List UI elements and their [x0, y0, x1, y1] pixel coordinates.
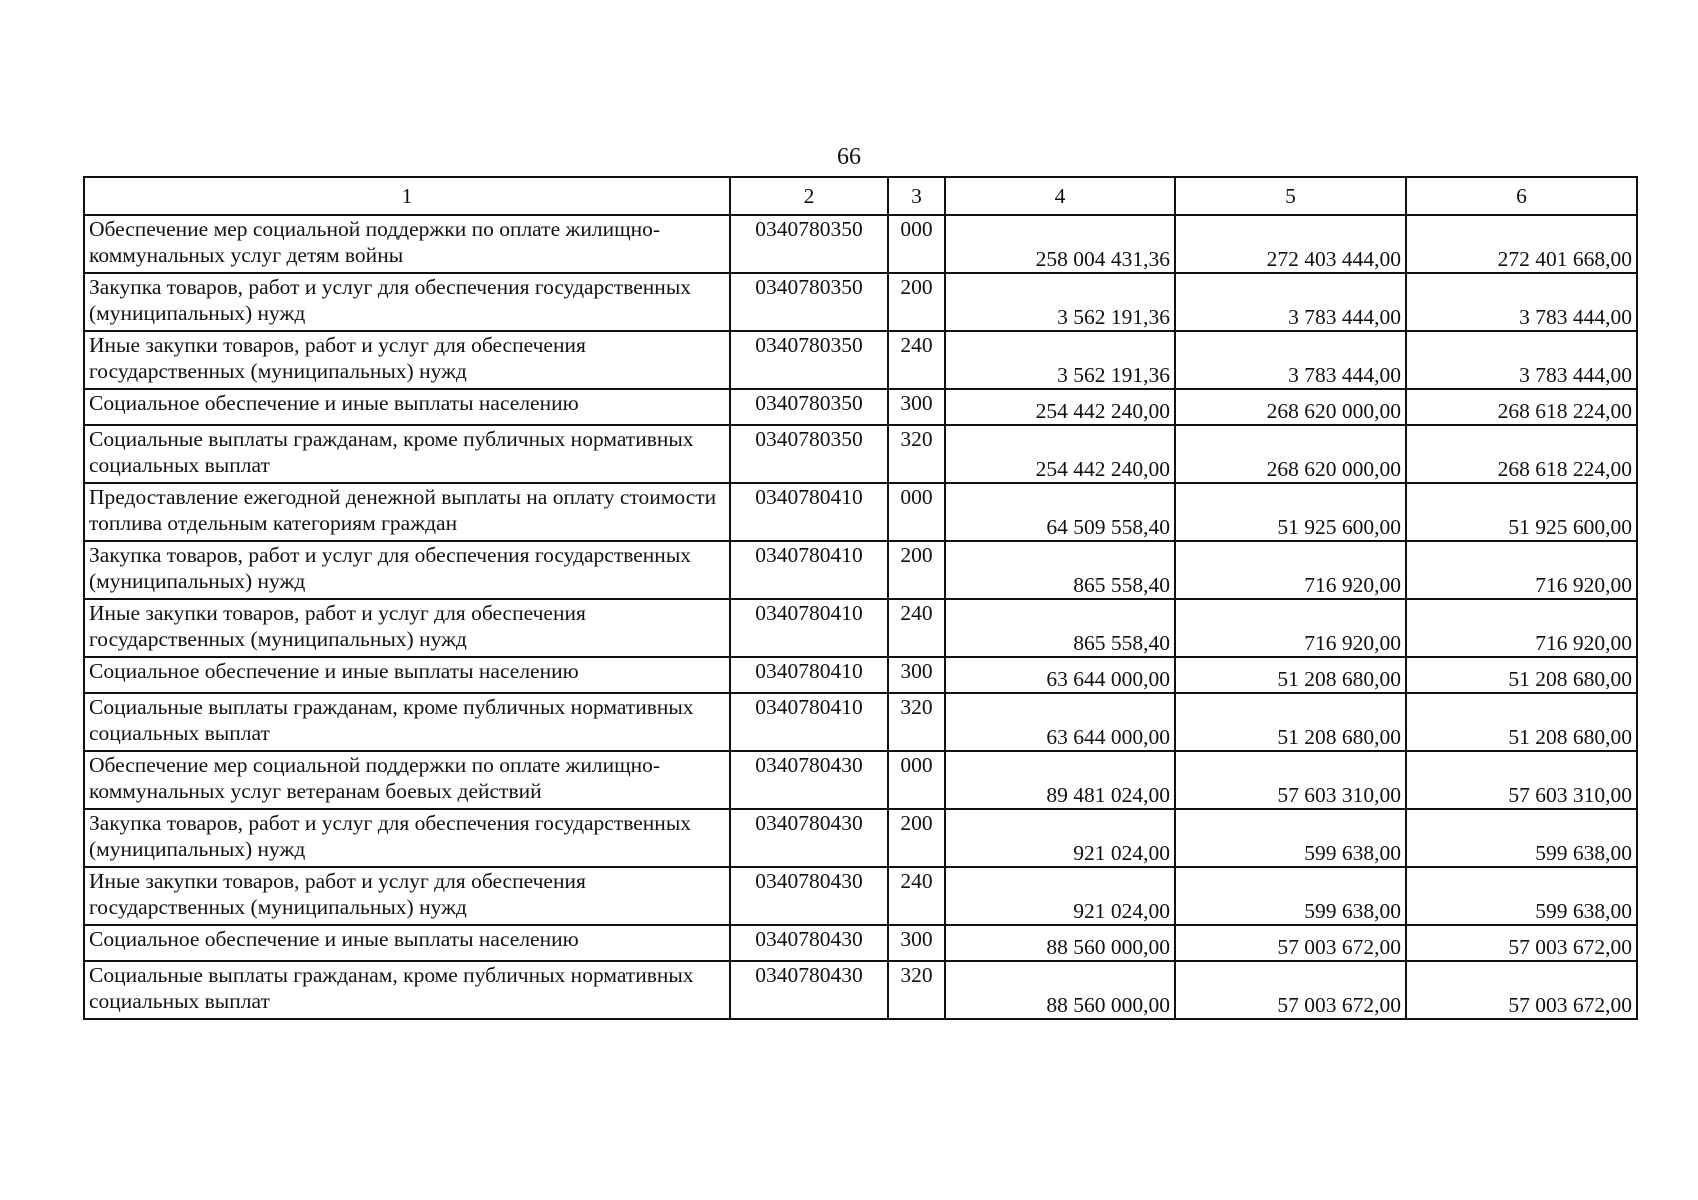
target-article-cell: 0340780410 [730, 693, 888, 751]
amount-year2-cell: 57 003 672,00 [1175, 961, 1406, 1019]
table-row [84, 657, 1637, 693]
amount-year1-cell: 64 509 558,40 [945, 483, 1175, 541]
table-row [84, 925, 1637, 961]
table-row [84, 867, 1637, 925]
amount-year2-cell: 3 783 444,00 [1175, 273, 1406, 331]
amount-year3-cell: 57 603 310,00 [1406, 751, 1637, 809]
amount-year3-cell: 268 618 224,00 [1406, 389, 1637, 425]
row-name-cell: Социальное обеспечение и иные выплаты населению [84, 925, 730, 961]
page-number: 66 [837, 144, 861, 170]
target-article-cell: 0340780410 [730, 483, 888, 541]
expense-type-cell: 240 [888, 331, 945, 389]
amount-year1-cell: 88 560 000,00 [945, 961, 1175, 1019]
amount-year2-cell: 268 620 000,00 [1175, 425, 1406, 483]
row-name-cell: Обеспечение мер социальной поддержки по оплате жилищно-коммунальных услуг ветеранам боевых действий [84, 751, 730, 809]
table-row [84, 215, 1637, 273]
column-header: 6 [1406, 177, 1637, 215]
expense-type-cell: 000 [888, 215, 945, 273]
column-header: 5 [1175, 177, 1406, 215]
row-name-cell: Обеспечение мер социальной поддержки по оплате жилищно-коммунальных услуг детям войны [84, 215, 730, 273]
target-article-cell: 0340780350 [730, 425, 888, 483]
amount-year3-cell: 599 638,00 [1406, 867, 1637, 925]
column-header: 4 [945, 177, 1175, 215]
expense-type-cell: 200 [888, 541, 945, 599]
amount-year1-cell: 63 644 000,00 [945, 693, 1175, 751]
amount-year3-cell: 716 920,00 [1406, 541, 1637, 599]
amount-year3-cell: 716 920,00 [1406, 599, 1637, 657]
expense-type-cell: 300 [888, 925, 945, 961]
row-name-cell: Социальные выплаты гражданам, кроме публичных нормативных социальных выплат [84, 425, 730, 483]
row-name-cell: Социальные выплаты гражданам, кроме публичных нормативных социальных выплат [84, 961, 730, 1019]
column-header: 3 [888, 177, 945, 215]
table-row [84, 809, 1637, 867]
amount-year3-cell: 3 783 444,00 [1406, 273, 1637, 331]
expense-type-cell: 320 [888, 693, 945, 751]
amount-year3-cell: 3 783 444,00 [1406, 331, 1637, 389]
amount-year1-cell: 254 442 240,00 [945, 425, 1175, 483]
row-name-cell: Закупка товаров, работ и услуг для обеспечения государственных (муниципальных) нужд [84, 541, 730, 599]
table-row [84, 541, 1637, 599]
expense-type-cell: 240 [888, 599, 945, 657]
amount-year2-cell: 599 638,00 [1175, 867, 1406, 925]
table-row [84, 273, 1637, 331]
target-article-cell: 0340780410 [730, 657, 888, 693]
amount-year3-cell: 57 003 672,00 [1406, 961, 1637, 1019]
amount-year3-cell: 599 638,00 [1406, 809, 1637, 867]
expense-type-cell: 000 [888, 483, 945, 541]
target-article-cell: 0340780430 [730, 925, 888, 961]
budget-table [83, 176, 1638, 1020]
row-name-cell: Иные закупки товаров, работ и услуг для обеспечения государственных (муниципальных) нужд [84, 331, 730, 389]
amount-year2-cell: 51 208 680,00 [1175, 657, 1406, 693]
row-name-cell: Социальное обеспечение и иные выплаты населению [84, 389, 730, 425]
amount-year1-cell: 88 560 000,00 [945, 925, 1175, 961]
expense-type-cell: 300 [888, 389, 945, 425]
amount-year1-cell: 258 004 431,36 [945, 215, 1175, 273]
expense-type-cell: 200 [888, 809, 945, 867]
amount-year2-cell: 272 403 444,00 [1175, 215, 1406, 273]
amount-year3-cell: 51 208 680,00 [1406, 693, 1637, 751]
table-body [84, 215, 1637, 1019]
amount-year2-cell: 57 603 310,00 [1175, 751, 1406, 809]
table-row [84, 751, 1637, 809]
target-article-cell: 0340780410 [730, 541, 888, 599]
amount-year3-cell: 272 401 668,00 [1406, 215, 1637, 273]
table-row [84, 961, 1637, 1019]
amount-year3-cell: 51 208 680,00 [1406, 657, 1637, 693]
target-article-cell: 0340780430 [730, 961, 888, 1019]
amount-year2-cell: 51 208 680,00 [1175, 693, 1406, 751]
row-name-cell: Закупка товаров, работ и услуг для обеспечения государственных (муниципальных) нужд [84, 273, 730, 331]
target-article-cell: 0340780430 [730, 809, 888, 867]
amount-year2-cell: 51 925 600,00 [1175, 483, 1406, 541]
target-article-cell: 0340780350 [730, 389, 888, 425]
table-row [84, 331, 1637, 389]
target-article-cell: 0340780350 [730, 215, 888, 273]
target-article-cell: 0340780350 [730, 331, 888, 389]
amount-year3-cell: 51 925 600,00 [1406, 483, 1637, 541]
amount-year2-cell: 3 783 444,00 [1175, 331, 1406, 389]
amount-year1-cell: 865 558,40 [945, 541, 1175, 599]
amount-year3-cell: 268 618 224,00 [1406, 425, 1637, 483]
table-row [84, 389, 1637, 425]
column-header: 2 [730, 177, 888, 215]
amount-year2-cell: 57 003 672,00 [1175, 925, 1406, 961]
expense-type-cell: 000 [888, 751, 945, 809]
amount-year1-cell: 865 558,40 [945, 599, 1175, 657]
row-name-cell: Закупка товаров, работ и услуг для обеспечения государственных (муниципальных) нужд [84, 809, 730, 867]
table-row [84, 483, 1637, 541]
table-row [84, 599, 1637, 657]
amount-year2-cell: 716 920,00 [1175, 599, 1406, 657]
expense-type-cell: 200 [888, 273, 945, 331]
amount-year1-cell: 3 562 191,36 [945, 331, 1175, 389]
header-row [84, 177, 1637, 215]
table-row [84, 425, 1637, 483]
amount-year1-cell: 3 562 191,36 [945, 273, 1175, 331]
row-name-cell: Предоставление ежегодной денежной выплаты на оплату стоимости топлива отдельным категориям граждан [84, 483, 730, 541]
expense-type-cell: 300 [888, 657, 945, 693]
row-name-cell: Социальное обеспечение и иные выплаты населению [84, 657, 730, 693]
amount-year2-cell: 716 920,00 [1175, 541, 1406, 599]
amount-year1-cell: 254 442 240,00 [945, 389, 1175, 425]
target-article-cell: 0340780430 [730, 867, 888, 925]
amount-year1-cell: 89 481 024,00 [945, 751, 1175, 809]
target-article-cell: 0340780410 [730, 599, 888, 657]
expense-type-cell: 320 [888, 961, 945, 1019]
target-article-cell: 0340780430 [730, 751, 888, 809]
amount-year2-cell: 599 638,00 [1175, 809, 1406, 867]
row-name-cell: Иные закупки товаров, работ и услуг для обеспечения государственных (муниципальных) нужд [84, 867, 730, 925]
amount-year1-cell: 921 024,00 [945, 809, 1175, 867]
amount-year2-cell: 268 620 000,00 [1175, 389, 1406, 425]
target-article-cell: 0340780350 [730, 273, 888, 331]
table-row [84, 693, 1637, 751]
expense-type-cell: 240 [888, 867, 945, 925]
row-name-cell: Иные закупки товаров, работ и услуг для обеспечения государственных (муниципальных) нужд [84, 599, 730, 657]
amount-year3-cell: 57 003 672,00 [1406, 925, 1637, 961]
amount-year1-cell: 63 644 000,00 [945, 657, 1175, 693]
amount-year1-cell: 921 024,00 [945, 867, 1175, 925]
row-name-cell: Социальные выплаты гражданам, кроме публичных нормативных социальных выплат [84, 693, 730, 751]
column-header: 1 [84, 177, 730, 215]
expense-type-cell: 320 [888, 425, 945, 483]
